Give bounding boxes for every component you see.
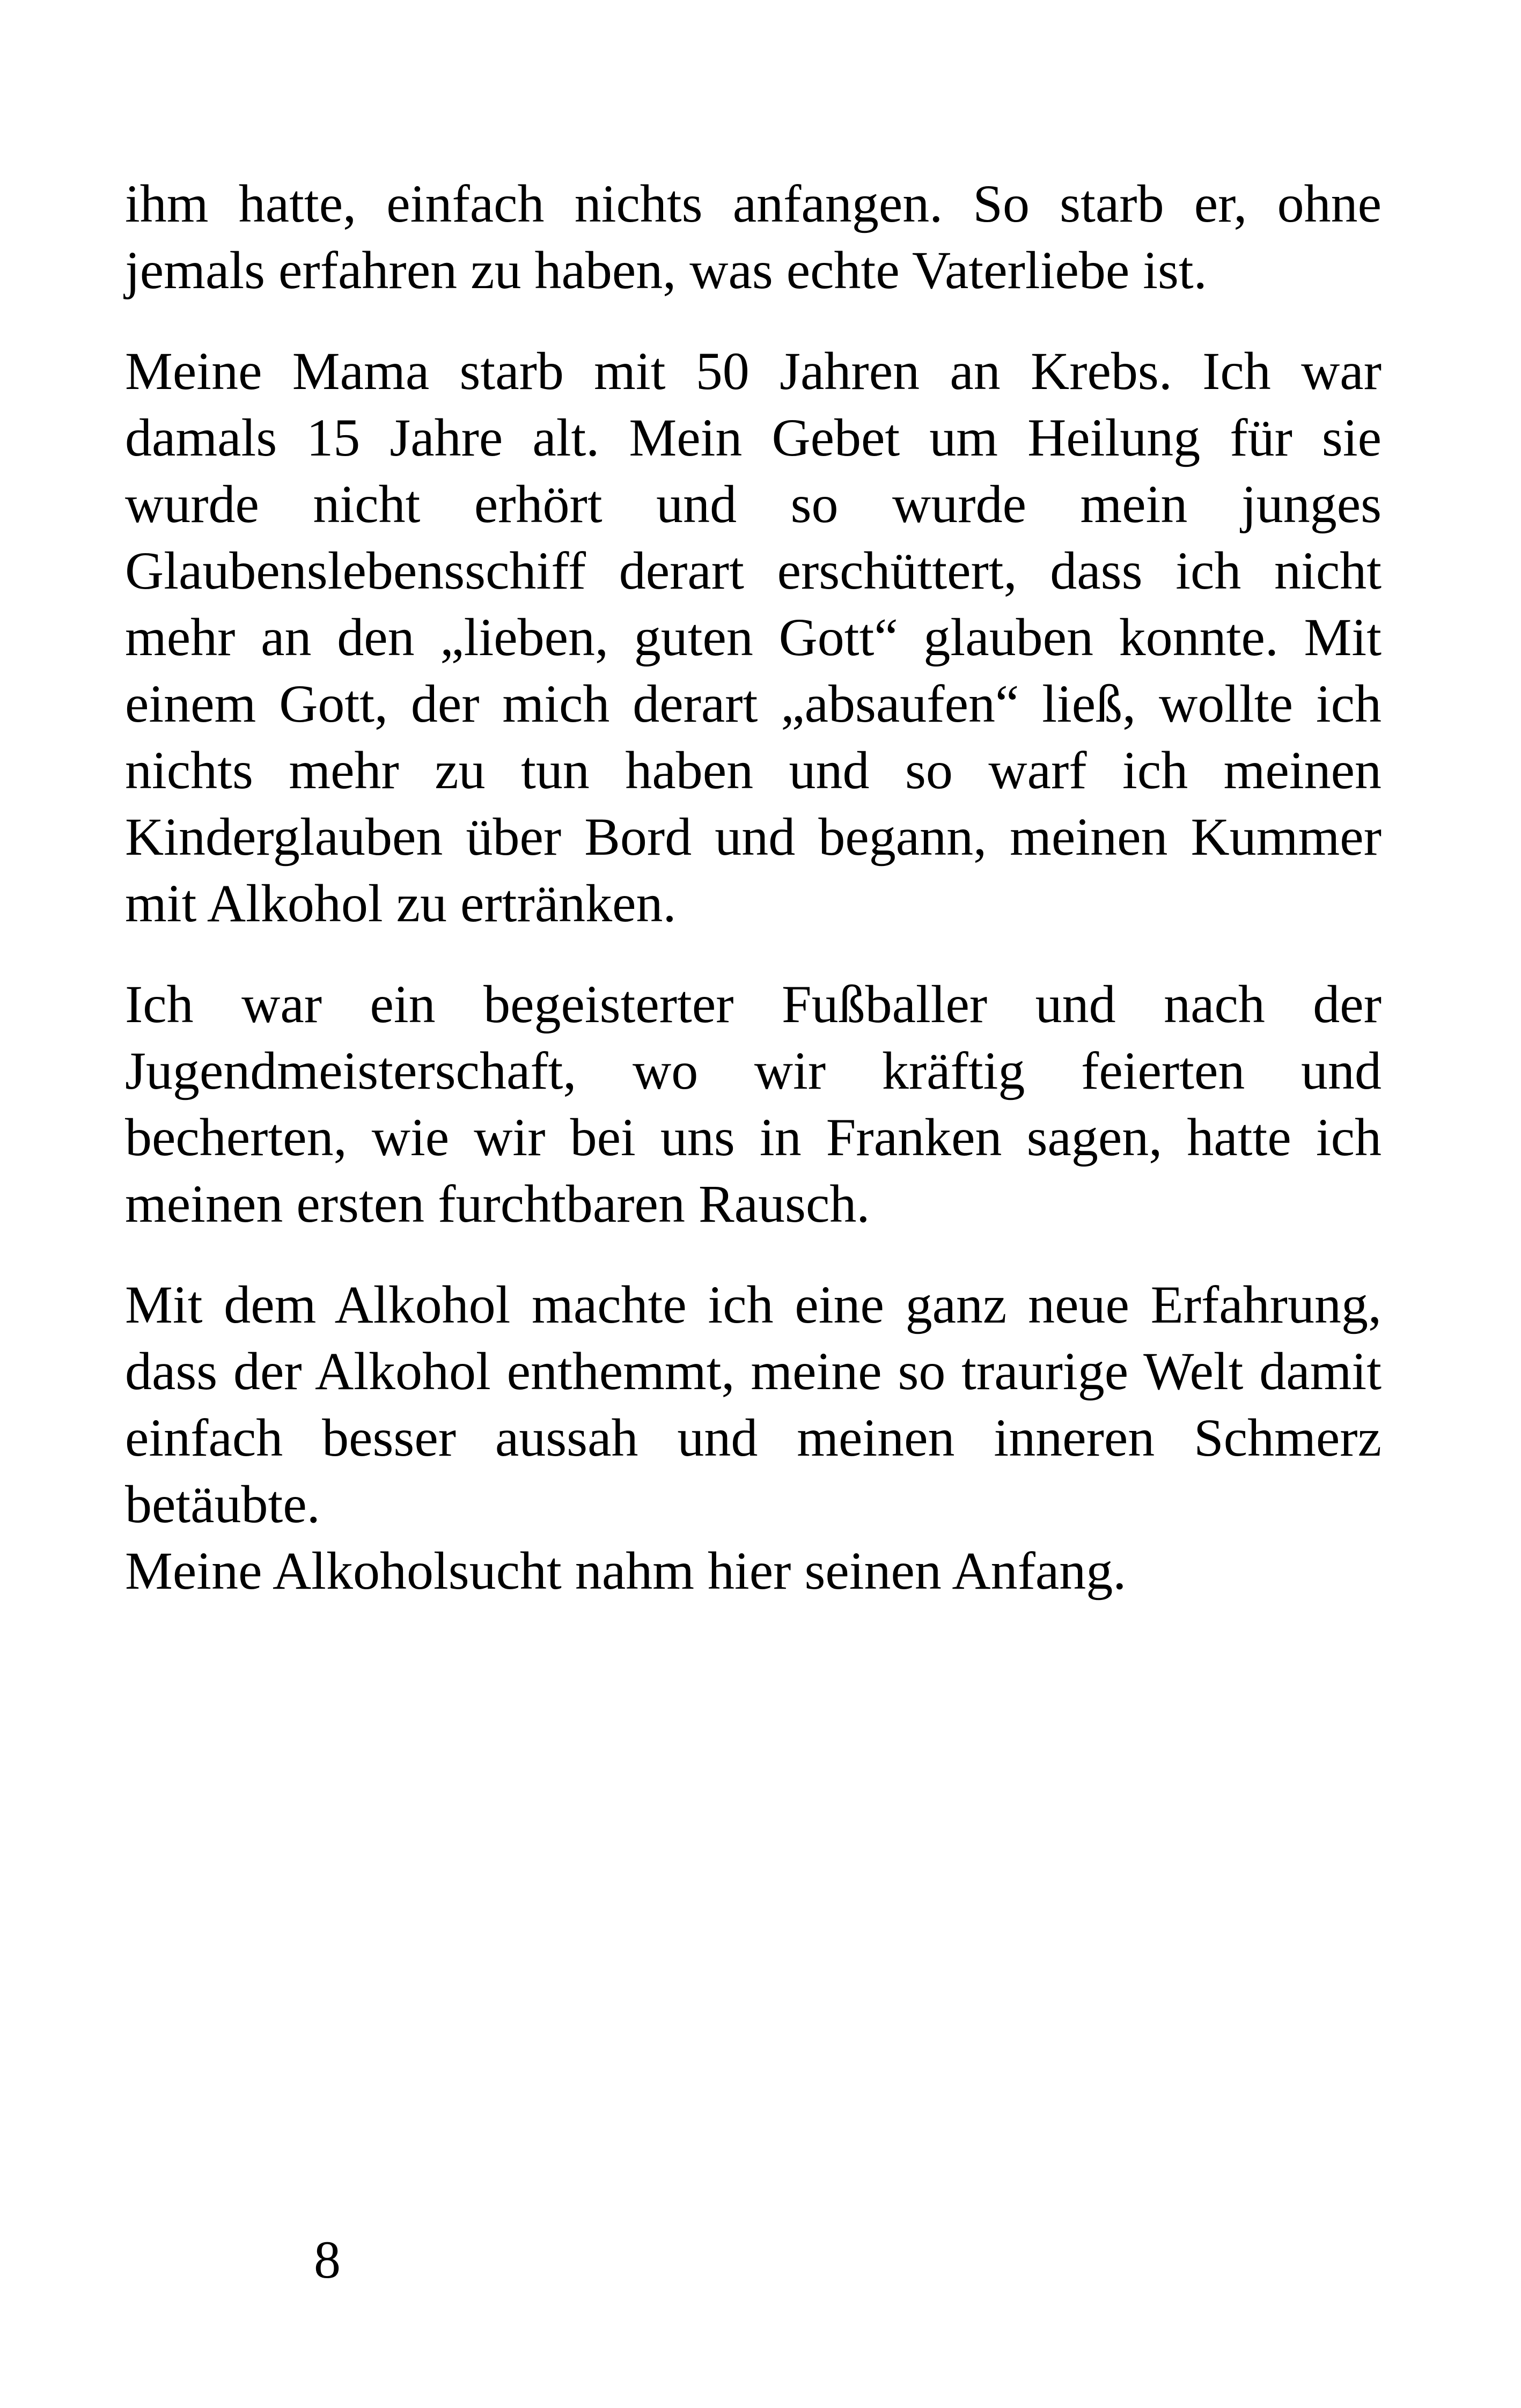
paragraph-4: Mit dem Alkohol machte ich eine ganz neue Erfahrung, dass der Alkohol enthemmt, meine so traurige Welt damit einfach besser aussah und meinen inneren Schmerz betäubte. (125, 1275, 1382, 1534)
page-number: 8 (314, 2230, 341, 2289)
paragraph-2: Meine Mama starb mit 50 Jahren an Krebs. Ich war damals 15 Jahre alt. Mein Gebet um Heilung für sie wurde nicht erhört und so wurde mein junges Glaubenslebensschiff derart erschüttert, dass ich nicht mehr an den „lieben, guten Gott“ glauben konnte. Mit einem Gott, der mich derart „absaufen“ ließ, wollte ich nichts mehr zu tun haben und so warf ich meinen Kinderglauben über Bord und begann, meinen Kummer mit Alkohol zu ertränken. (125, 341, 1382, 933)
body-text (125, 171, 1382, 1639)
paragraph-5: Meine Alkoholsucht nahm hier seinen Anfang. (125, 1541, 1127, 1601)
paragraph-1: ihm hatte, einfach nichts anfangen. So starb er, ohne jemals erfahren zu haben, was echte Vaterliebe ist. (125, 174, 1382, 300)
paragraph-3: Ich war ein begeisterter Fußballer und nach der Jugendmeisterschaft, wo wir kräftig feierten und becherten, wie wir bei uns in Franken sagen, hatte ich meinen ersten furchtbaren Rausch. (125, 974, 1382, 1234)
